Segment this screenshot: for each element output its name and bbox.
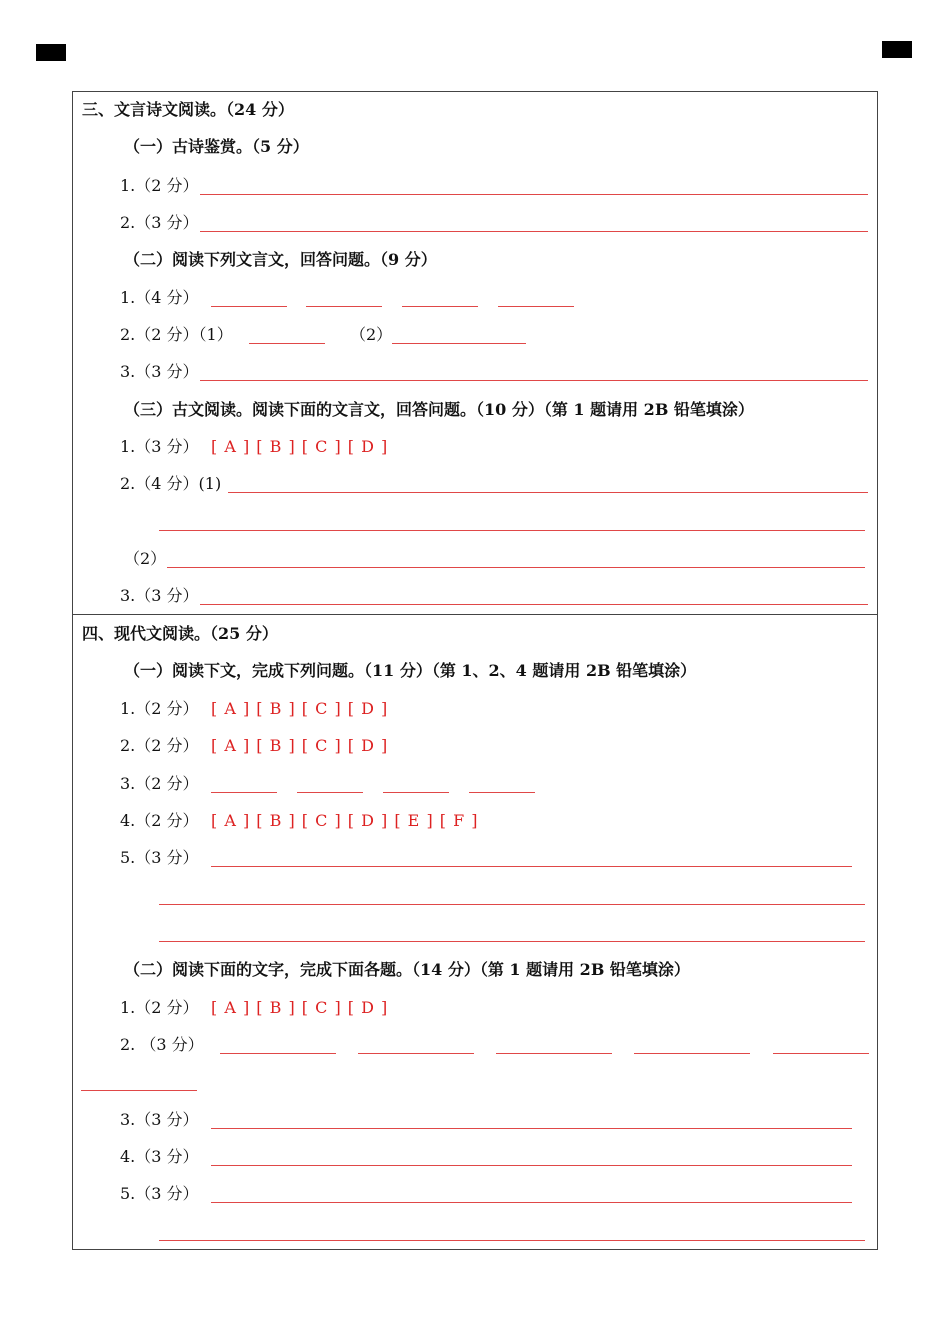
s4p1-q1-options[interactable]: [ A ] [ B ] [ C ] [ D ] (211, 699, 389, 718)
s3p3-q3-answer-line[interactable] (200, 604, 868, 605)
s3p3-q3-label: 3.（3 分） (120, 586, 199, 605)
s4p2-q5-label: 5.（3 分） (120, 1184, 199, 1203)
s4p1-q3-blank-1[interactable] (211, 792, 277, 793)
s3p2-q1-blank-1[interactable] (211, 306, 287, 307)
s4p2-q5-answer-line-1[interactable] (211, 1202, 852, 1203)
alignment-marker-top-right (882, 41, 912, 58)
s4p1-q5-answer-line-2[interactable] (159, 904, 865, 905)
s4p2-q2-blank-4[interactable] (634, 1053, 750, 1054)
s4p2-q1-options[interactable]: [ A ] [ B ] [ C ] [ D ] (211, 998, 389, 1017)
section-3-title: 三、文言诗文阅读。（24 分） (82, 100, 294, 119)
s3p3-q2-sub2-answer-line[interactable] (167, 567, 865, 568)
s4p1-q4-label: 4.（2 分） (120, 811, 199, 830)
s4p2-q2-blank-3[interactable] (496, 1053, 612, 1054)
s3p1-q1-label: 1.（2 分） (120, 176, 199, 195)
s4p1-q3-blank-4[interactable] (469, 792, 535, 793)
s4p2-q4-answer-line[interactable] (211, 1165, 852, 1166)
s3p3-q1-label: 1.（3 分） (120, 437, 199, 456)
s3p2-q1-blank-3[interactable] (402, 306, 478, 307)
s3p3-q2-label: 2.（4 分）(1) (120, 474, 222, 493)
section-3-part-2-title: （二）阅读下列文言文，回答问题。（9 分） (124, 250, 437, 269)
s3p2-q1-blank-4[interactable] (498, 306, 574, 307)
s3p3-q1-options[interactable]: [ A ] [ B ] [ C ] [ D ] (211, 437, 389, 456)
s4p2-q2-label: 2. （3 分） (120, 1035, 204, 1054)
s4p2-q5-answer-line-2[interactable] (159, 1240, 865, 1241)
s4p1-q2-options[interactable]: [ A ] [ B ] [ C ] [ D ] (211, 736, 389, 755)
s4p2-q1-label: 1.（2 分） (120, 998, 199, 1017)
s4p2-q2-blank-2[interactable] (358, 1053, 474, 1054)
s3p1-q2-answer-line[interactable] (200, 231, 868, 232)
s4p2-q3-label: 3.（3 分） (120, 1110, 199, 1129)
s4p1-q3-blank-2[interactable] (297, 792, 363, 793)
s4p1-q5-label: 5.（3 分） (120, 848, 199, 867)
s3p2-q1-blank-2[interactable] (306, 306, 382, 307)
s3p2-q3-label: 3.（3 分） (120, 362, 199, 381)
s3p3-q2-sub1-answer-line-2[interactable] (159, 530, 865, 531)
s4p1-q1-label: 1.（2 分） (120, 699, 199, 718)
s4p1-q3-blank-3[interactable] (383, 792, 449, 793)
s3p2-q2-blank-1[interactable] (249, 343, 325, 344)
s4p1-q5-answer-line-1[interactable] (211, 866, 852, 867)
s4p1-q4-options[interactable]: [ A ] [ B ] [ C ] [ D ] [ E ] [ F ] (211, 811, 479, 830)
s4p1-q2-label: 2.（2 分） (120, 736, 199, 755)
alignment-marker-top-left (36, 44, 66, 61)
s3p1-q1-answer-line[interactable] (200, 194, 868, 195)
s3p3-q2-sub1-answer-line[interactable] (228, 492, 868, 493)
s3p2-q2-sub2-label: （2） (350, 325, 393, 344)
s3p2-q2-blank-2[interactable] (392, 343, 526, 344)
s4p2-q4-label: 4.（3 分） (120, 1147, 199, 1166)
s3p2-q1-label: 1.（4 分） (120, 288, 199, 307)
s4p2-q2-blank-1[interactable] (220, 1053, 336, 1054)
s3p2-q3-answer-line[interactable] (200, 380, 868, 381)
s3p2-q2-label: 2.（2 分）（1） (120, 325, 233, 344)
section-4-title: 四、现代文阅读。（25 分） (82, 624, 278, 643)
s4p2-q2-blank-6[interactable] (81, 1090, 197, 1091)
section-3-box (72, 91, 878, 615)
section-3-part-1-title: （一）古诗鉴赏。（5 分） (124, 137, 309, 156)
s4p1-q3-label: 3.（2 分） (120, 774, 199, 793)
section-4-part-1-title: （一）阅读下文，完成下列问题。（11 分）（第 1、2、4 题请用 2B 铅笔填涂） (124, 661, 697, 680)
s4p1-q5-answer-line-3[interactable] (159, 941, 865, 942)
s3p1-q2-label: 2.（3 分） (120, 213, 199, 232)
s4p2-q2-blank-5[interactable] (773, 1053, 869, 1054)
section-4-part-2-title: （二）阅读下面的文字，完成下面各题。（14 分）（第 1 题请用 2B 铅笔填涂） (124, 960, 690, 979)
s4p2-q3-answer-line[interactable] (211, 1128, 852, 1129)
section-3-part-3-title: （三）古文阅读。阅读下面的文言文，回答问题。（10 分）（第 1 题请用 2B 铅笔填涂） (124, 400, 754, 419)
s3p3-q2-sub2-label: （2） (124, 549, 167, 568)
